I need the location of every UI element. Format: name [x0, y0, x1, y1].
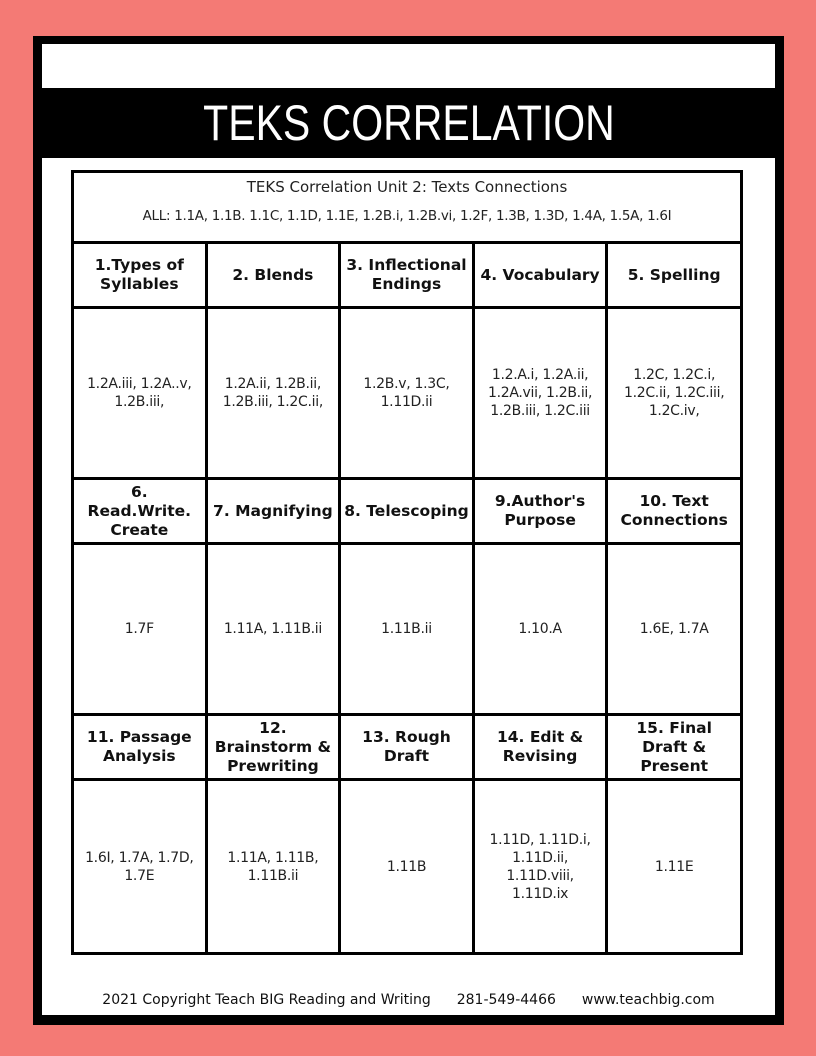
table-cell-value: 1.7F: [74, 545, 208, 713]
table-cell-label: 9.Author's Purpose: [475, 480, 609, 542]
table-cell-value: 1.11E: [654, 858, 694, 875]
table-cell-label: 10. Text Connections: [620, 492, 728, 529]
table-cell-value: 1.2A.iii, 1.2A..v, 1.2B.iii,: [74, 309, 208, 477]
table-cell-value: 1.6E, 1.7A: [639, 621, 709, 637]
table-cell-value: 1.11B: [341, 781, 475, 952]
table-cell-label: 6. Read.Write. Create: [74, 480, 208, 542]
unit-title: TEKS Correlation Unit 2: Texts Connections: [246, 178, 568, 196]
table-cell-value: 1.11A, 1.11B.ii: [208, 545, 342, 713]
label-row: [74, 716, 740, 781]
teks-table: [71, 170, 743, 955]
table-cell-label: 1.Types of Syllables: [74, 244, 208, 306]
table-cell-value: 1.11A, 1.11B, 1.11B.ii: [208, 781, 342, 952]
table-cell-label: 8. Telescoping: [341, 480, 475, 542]
value-row: [74, 781, 740, 952]
table-cell-value: 1.6I, 1.7A, 1.7D, 1.7E: [74, 781, 208, 952]
table-cell-value: 1.11D, 1.11D.i, 1.11D.ii, 1.11D.viii, 1.11D.ix: [475, 781, 609, 952]
table-header: [74, 173, 740, 244]
table-cell-value: 1.10.A: [475, 545, 609, 713]
table-cell-label: 12. Brainstorm & Prewriting: [208, 716, 342, 778]
table-cell-label: 5. Spelling: [627, 265, 721, 284]
title-banner: [42, 88, 775, 158]
value-row: [74, 545, 740, 716]
table-cell-label: 14. Edit & Revising: [475, 716, 609, 778]
table-cell-value: 1.2.A.i, 1.2A.ii, 1.2A.vii, 1.2B.ii, 1.2B.iii, 1.2C.iii: [475, 309, 609, 477]
value-row: [74, 309, 740, 480]
footer: [42, 992, 775, 1008]
website-link[interactable]: www.teachbig.com: [581, 992, 715, 1008]
table-cell-label: 11. Passage Analysis: [74, 716, 208, 778]
table-cell-label: 2. Blends: [208, 244, 342, 306]
table-cell-label: 3. Inflectional Endings: [341, 244, 475, 306]
phone-number: 281-549-4466: [456, 992, 556, 1008]
table-cell-value: 1.2B.v, 1.3C, 1.11D.ii: [341, 309, 475, 477]
table-cell-label: 7. Magnifying: [208, 480, 342, 542]
copyright-text: 2021 Copyright Teach BIG Reading and Writing: [102, 992, 431, 1008]
page-title: TEKS CORRELATION: [202, 95, 615, 151]
all-standards: ALL: 1.1A, 1.1B. 1.1C, 1.1D, 1.1E, 1.2B.i, 1.2B.vi, 1.2F, 1.3B, 1.3D, 1.4A, 1.5A, 1.6I: [142, 208, 672, 224]
table-cell-label: 4. Vocabulary: [475, 244, 609, 306]
table-cell-value: 1.11B.ii: [341, 545, 475, 713]
document-page: [42, 44, 775, 1015]
table-cell-label: 15. Final Draft & Present: [636, 718, 712, 775]
table-cell-label: 13. Rough Draft: [341, 716, 475, 778]
table-cell-value: 1.2A.ii, 1.2B.ii, 1.2B.iii, 1.2C.ii,: [208, 309, 342, 477]
label-row: [74, 480, 740, 545]
label-row: [74, 244, 740, 309]
table-cell-value: 1.2C, 1.2C.i, 1.2C.ii, 1.2C.iii, 1.2C.iv,: [623, 367, 725, 419]
